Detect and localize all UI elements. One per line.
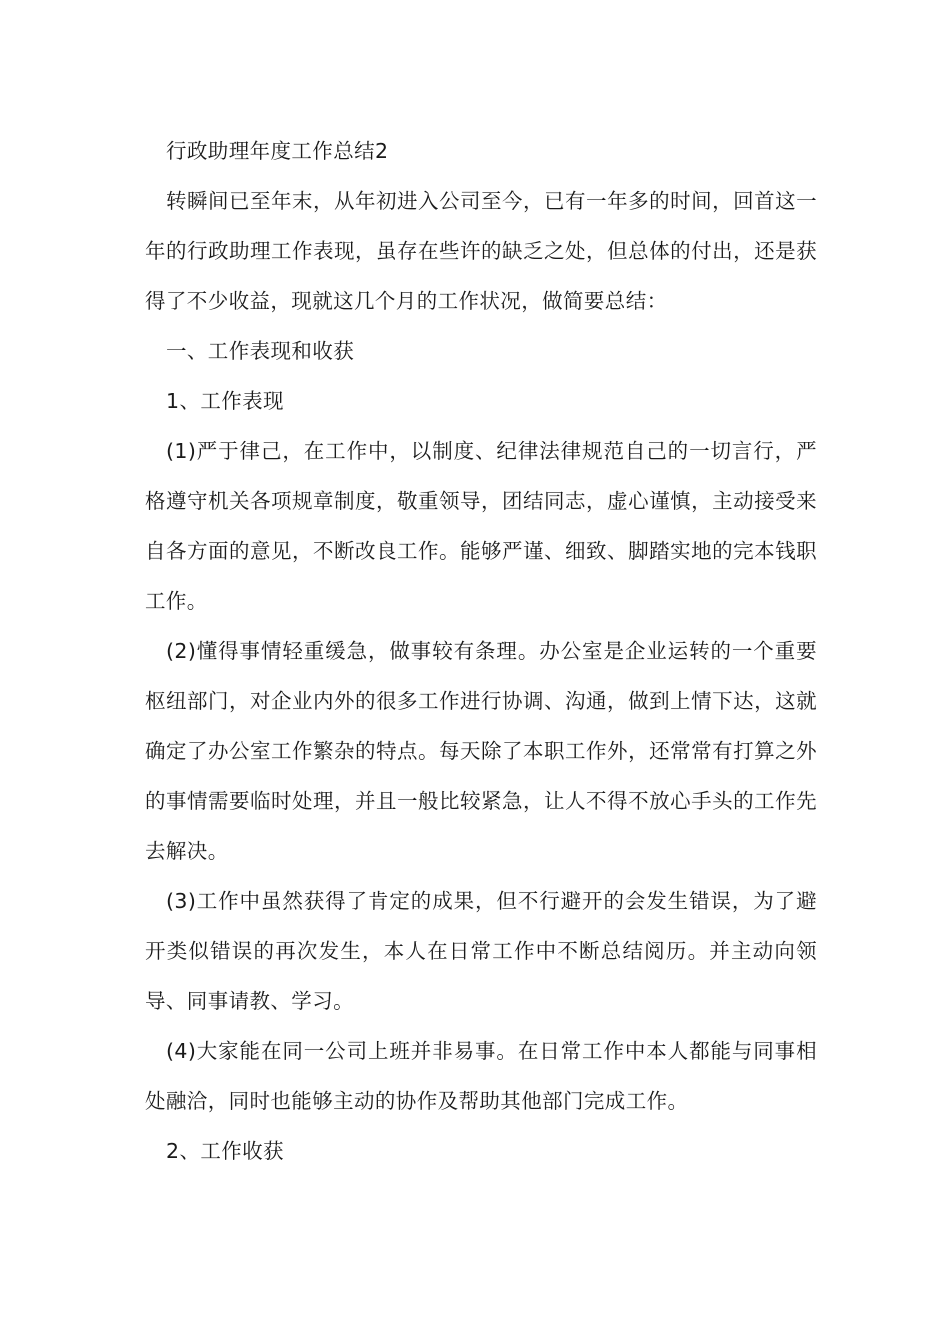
list-item-4: (4)大家能在同一公司上班并非易事。在日常工作中本人都能与同事相处融洽，同时也能够主动的协作及帮助其他部门完成工作。 bbox=[145, 1039, 817, 1113]
section-heading-1: 一、工作表现和收获 bbox=[166, 339, 355, 363]
document-title: 行政助理年度工作总结2 bbox=[166, 139, 389, 163]
intro-paragraph: 转瞬间已至年末，从年初进入公司至今，已有一年多的时间，回首这一年的行政助理工作表现，虽存在些许的缺乏之处，但总体的付出，还是获得了不少收益，现就这几个月的工作状况，做简要总结： bbox=[145, 189, 817, 313]
subsection-heading-1: 1、工作表现 bbox=[166, 389, 284, 413]
document-body bbox=[145, 126, 817, 1176]
list-item-3: (3)工作中虽然获得了肯定的成果，但不行避开的会发生错误，为了避开类似错误的再次发生，本人在日常工作中不断总结阅历。并主动向领导、同事请教、学习。 bbox=[145, 889, 817, 1013]
list-item-2: (2)懂得事情轻重缓急，做事较有条理。办公室是企业运转的一个重要枢纽部门，对企业内外的很多工作进行协调、沟通，做到上情下达，这就确定了办公室工作繁杂的特点。每天除了本职工作外，还常常有打算之外的事情需要临时处理，并且一般比较紧急，让人不得不放心手头的工作先去解决。 bbox=[145, 639, 817, 863]
list-item-1: (1)严于律己，在工作中，以制度、纪律法律规范自己的一切言行，严格遵守机关各项规章制度，敬重领导，团结同志，虚心谨慎，主动接受来自各方面的意见，不断改良工作。能够严谨、细致、脚踏实地的完本钱职工作。 bbox=[145, 439, 817, 613]
subsection-heading-2: 2、工作收获 bbox=[166, 1139, 284, 1163]
